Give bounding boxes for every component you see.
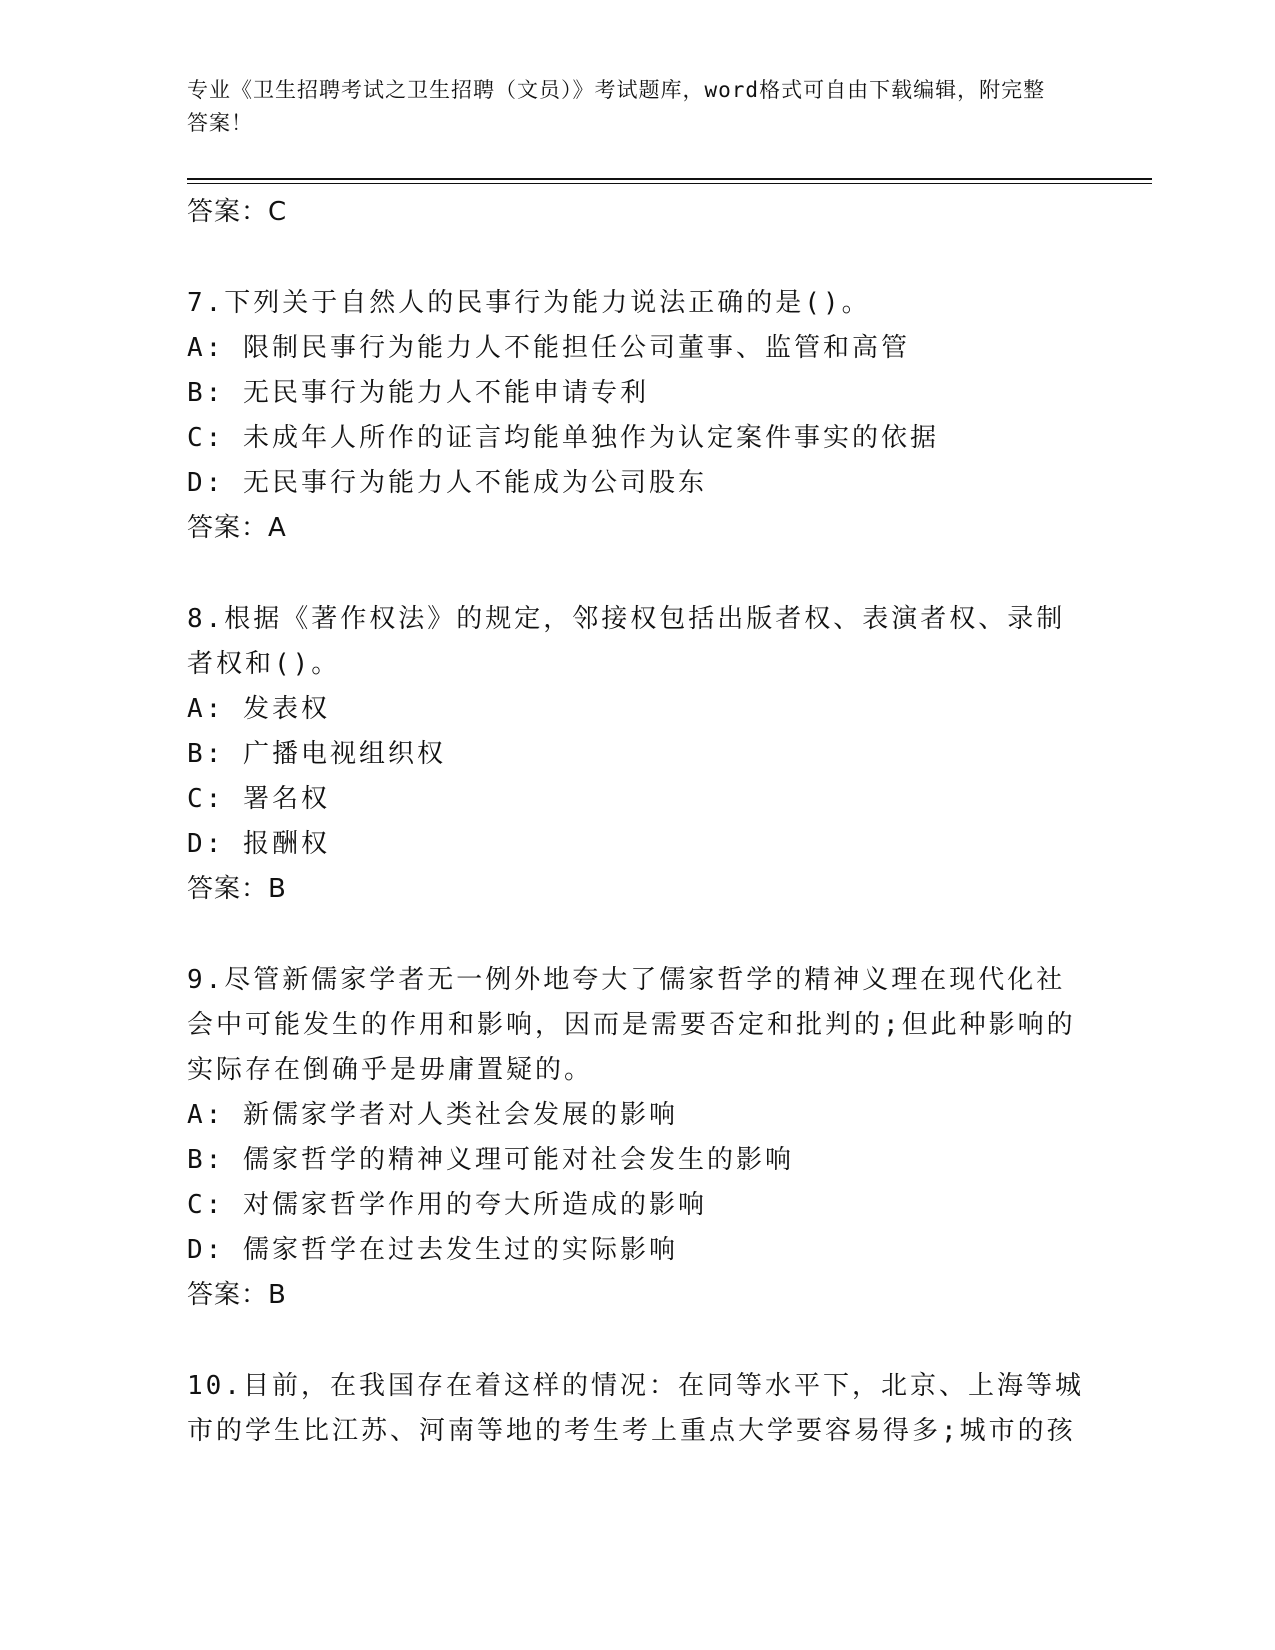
option-c: C: 对儒家哲学作用的夸大所造成的影响 [187,1190,707,1220]
question-9 [187,958,1087,1318]
header-rule-thin [187,183,1152,184]
question-text: 7.下列关于自然人的民事行为能力说法正确的是()。 [187,288,871,318]
option-b: B: 广播电视组织权 [187,739,446,769]
document-header: 专业《卫生招聘考试之卫生招聘（文员）》考试题库，word格式可自由下载编辑，附完整答案！ [187,78,1046,135]
option-d: D: 无民事行为能力人不能成为公司股东 [187,468,707,498]
question-text: 10.目前，在我国存在着这样的情况：在同等水平下，北京、上海等城市的学生比江苏、河南等地的考生考上重点大学要容易得多;城市的孩 [187,1371,1084,1446]
answer: 答案：A [187,513,287,543]
option-a: A: 限制民事行为能力人不能担任公司董事、监管和高管 [187,333,910,363]
header-rule [187,178,1152,180]
answer: 答案：B [187,874,287,904]
option-a: A: 新儒家学者对人类社会发展的影响 [187,1100,678,1130]
option-c: C: 未成年人所作的证言均能单独作为认定案件事实的依据 [187,423,939,453]
question-8 [187,597,1087,912]
question-text: 8.根据《著作权法》的规定，邻接权包括出版者权、表演者权、录制者权和()。 [187,604,1066,679]
option-b: B: 无民事行为能力人不能申请专利 [187,378,649,408]
question-text: 9.尽管新儒家学者无一例外地夸大了儒家哲学的精神义理在现代化社会中可能发生的作用和影响，因而是需要否定和批判的;但此种影响的实际存在倒确乎是毋庸置疑的。 [187,965,1076,1085]
option-c: C: 署名权 [187,784,330,814]
answer-previous: 答案：C [187,197,288,227]
option-d: D: 儒家哲学在过去发生过的实际影响 [187,1235,678,1265]
answer: 答案：B [187,1280,287,1310]
option-d: D: 报酬权 [187,829,330,859]
option-b: B: 儒家哲学的精神义理可能对社会发生的影响 [187,1145,794,1175]
document-content [187,190,1087,1454]
option-a: A: 发表权 [187,694,330,724]
question-10 [187,1364,1087,1454]
question-7 [187,281,1087,551]
